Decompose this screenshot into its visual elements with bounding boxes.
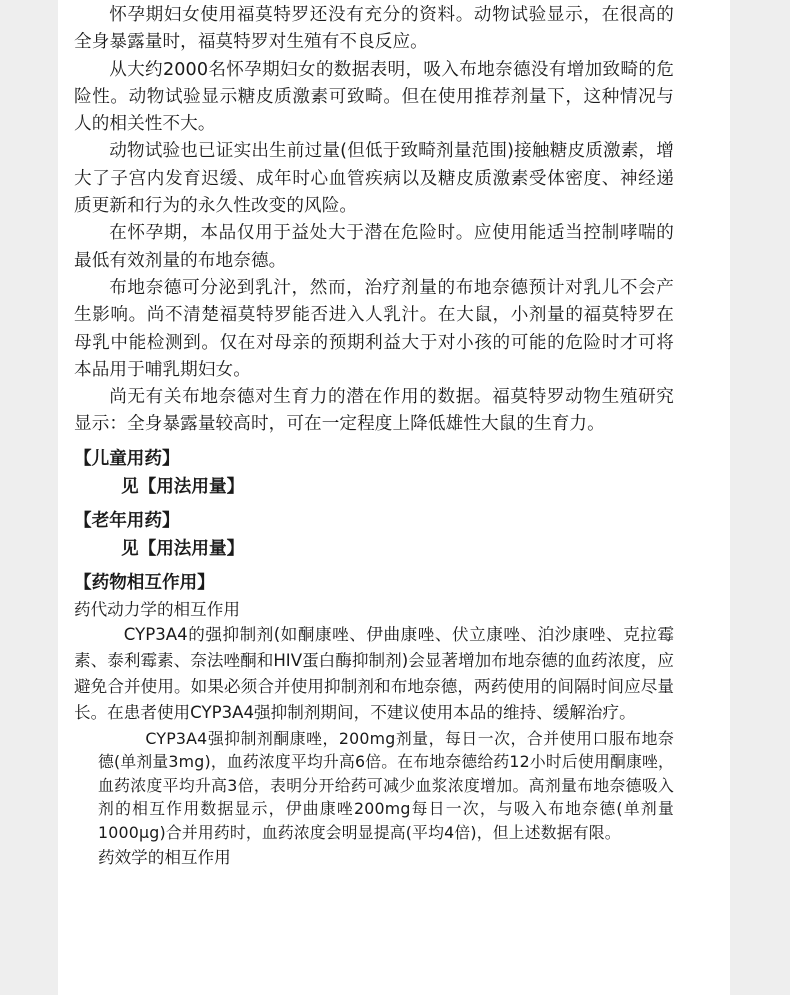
pediatric-use-reference: 见【用法用量】 (121, 476, 245, 497)
lactation-paragraph: 布地奈德可分泌到乳汁，然而，治疗剂量的布地奈德预计对乳儿不会产生影响。尚不清楚福莫特罗能否进入人乳汁。在大鼠，小剂量的福莫特罗在母乳中能检测到。仅在对母亲的预期利益大于对小孩的可能的危险时才可将本品用于哺乳期妇女。 (74, 277, 674, 380)
drug-interactions-heading: 【药物相互作用】 (74, 572, 215, 593)
geriatric-use-heading: 【老年用药】 (74, 510, 180, 531)
geriatric-use-reference: 见【用法用量】 (121, 538, 245, 559)
pharmacokinetic-paragraph-1: CYP3A4的强抑制剂(如酮康唑、伊曲康唑、伏立康唑、泊沙康唑、克拉霉素、泰利霉素、奈法唑酮和HIV蛋白酶抑制剂)会显著增加布地奈德的血药浓度，应避免合并使用。如果必须合并使用抑制剂和布地奈德，两药使用的间隔时间应尽量长。在患者使用CYP3A4强抑制剂期间，不建议使用本品的维持、缓解治疗。 (74, 624, 674, 723)
pregnancy-paragraph-2: 从大约2000名怀孕期妇女的数据表明，吸入布地奈德没有增加致畸的危险性。动物试验显示糖皮质激素可致畸。但在使用推荐剂量下，这种情况与人的相关性不大。 (74, 59, 674, 135)
pregnancy-paragraph-1: 怀孕期妇女使用福莫特罗还没有充分的资料。动物试验显示，在很高的全身暴露量时，福莫特罗对生殖有不良反应。 (74, 5, 674, 53)
pediatric-use-heading: 【儿童用药】 (74, 448, 180, 469)
document-body (74, 2, 674, 870)
pharmacokinetic-interactions-title: 药代动力学的相互作用 (74, 599, 240, 619)
pharmacokinetic-paragraph-2: CYP3A4强抑制剂酮康唑，200mg剂量，每日一次，合并使用口服布地奈德(单剂量3mg)，血药浓度平均升高6倍。在布地奈德给药12小时后使用酮康唑，血药浓度平均升高3倍，表明分开给药可减少血浆浓度增加。高剂量布地奈德吸入剂的相互作用数据显示，伊曲康唑200mg每日一次，与吸入布地奈德(单剂量1000μg)合并用药时，血药浓度会明显提高(平均4倍)，但上述数据有限。 (98, 728, 674, 842)
pregnancy-paragraph-4: 在怀孕期，本品仅用于益处大于潜在危险时。应使用能适当控制哮喘的最低有效剂量的布地奈德。 (74, 223, 674, 271)
pharmacodynamic-interactions-title: 药效学的相互作用 (98, 847, 231, 867)
fertility-paragraph: 尚无有关布地奈德对生育力的潜在作用的数据。福莫特罗动物生殖研究显示：全身暴露量较高时，可在一定程度上降低雄性大鼠的生育力。 (74, 387, 674, 435)
pregnancy-paragraph-3: 动物试验也已证实出生前过量(但低于致畸剂量范围)接触糖皮质激素，增大了子宫内发育迟缓、成年时心血管疾病以及糖皮质激素受体密度、神经递质更新和行为的永久性改变的风险。 (74, 141, 674, 217)
